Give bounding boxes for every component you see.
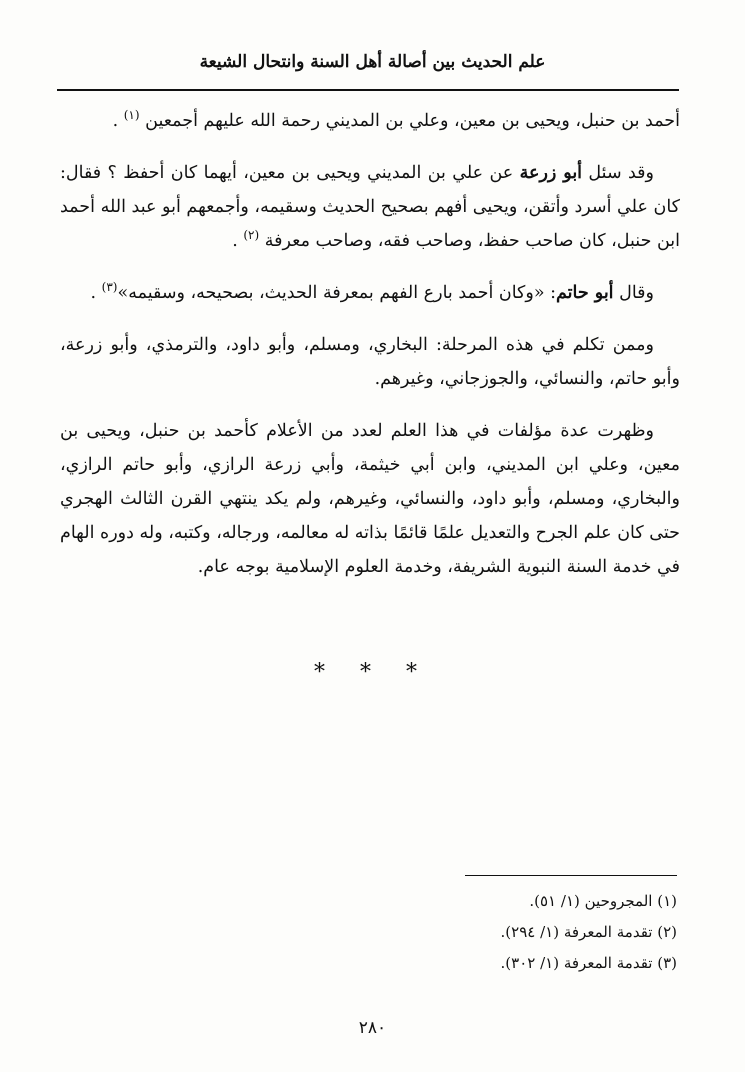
paragraph-1-end: . (112, 111, 124, 131)
paragraph-2 (60, 156, 680, 258)
footnote-1: (١) المجروحين (١/ ٥١). (529, 892, 677, 910)
footnote-ref-3[interactable]: (٣) (101, 280, 118, 295)
footnote-ref-1[interactable]: (١) (123, 108, 140, 123)
paragraph-3-text: : «وكان أحمد بارع الفهم بمعرفة الحديث، بصحيحه، وسقيمه» (117, 283, 557, 303)
body-text (60, 104, 680, 602)
paragraph-3-end: . (90, 283, 102, 303)
section-separator: * * * (314, 660, 431, 685)
footnote-2: (٢) تقدمة المعرفة (١/ ٢٩٤). (500, 923, 677, 941)
paragraph-1 (60, 104, 680, 138)
running-header: علم الحديث بين أصالة أهل السنة وانتحال الشيعة (199, 52, 546, 72)
paragraph-3 (60, 276, 680, 310)
paragraph-4: وممن تكلم في هذه المرحلة: البخاري، ومسلم، وأبو داود، والترمذي، وأبو زرعة، وأبو حاتم، والنسائي، والجوزجاني، وغيرهم. (60, 335, 680, 389)
paragraph-2-end: . (232, 231, 244, 251)
paragraph-2-text: عن علي بن المديني ويحيى بن معين، أيهما كان أحفظ ؟ فقال: كان علي أسرد وأتقن، ويحيى أفهم بصحيح الحديث وسقيمه، وأجمعهم أبو عبد الله أحمد ابن حنبل، كان صاحب حفظ، وصاحب فقه، وصاحب معرفة (60, 163, 680, 251)
page-number: ٢٨٠ (358, 1018, 387, 1038)
header-rule (57, 89, 679, 91)
footnote-3: (٣) تقدمة المعرفة (١/ ٣٠٢). (500, 954, 677, 972)
paragraph-3-name: أبو حاتم (556, 283, 614, 303)
footnotes (277, 886, 677, 979)
paragraph-2-lead: وقد سئل (582, 163, 654, 183)
paragraph-2-name: أبو زرعة (519, 163, 583, 183)
footnote-ref-2[interactable]: (٢) (243, 228, 260, 243)
paragraph-5: وظهرت عدة مؤلفات في هذا العلم لعدد من الأعلام كأحمد بن حنبل، ويحيى بن معين، وعلي ابن المديني، وابن أبي خيثمة، وأبي زرعة الرازي، وأبو حاتم الرازي، والبخاري، ومسلم، وأبو داود، والنسائي، وغيرهم، ولم يكد ينتهي القرن الثالث الهجري حتى كان علم الجرح والتعديل علمًا قائمًا بذاته له معالمه، ورجاله، وكتبه، وله دوره الهام في خدمة السنة النبوية الشريفة، وخدمة العلوم الإسلامية بوجه عام. (60, 421, 680, 577)
paragraph-1-text: أحمد بن حنبل، ويحيى بن معين، وعلي بن المديني رحمة الله عليهم أجمعين (145, 111, 680, 131)
footnote-rule (465, 875, 677, 876)
paragraph-3-lead: وقال (613, 283, 654, 303)
